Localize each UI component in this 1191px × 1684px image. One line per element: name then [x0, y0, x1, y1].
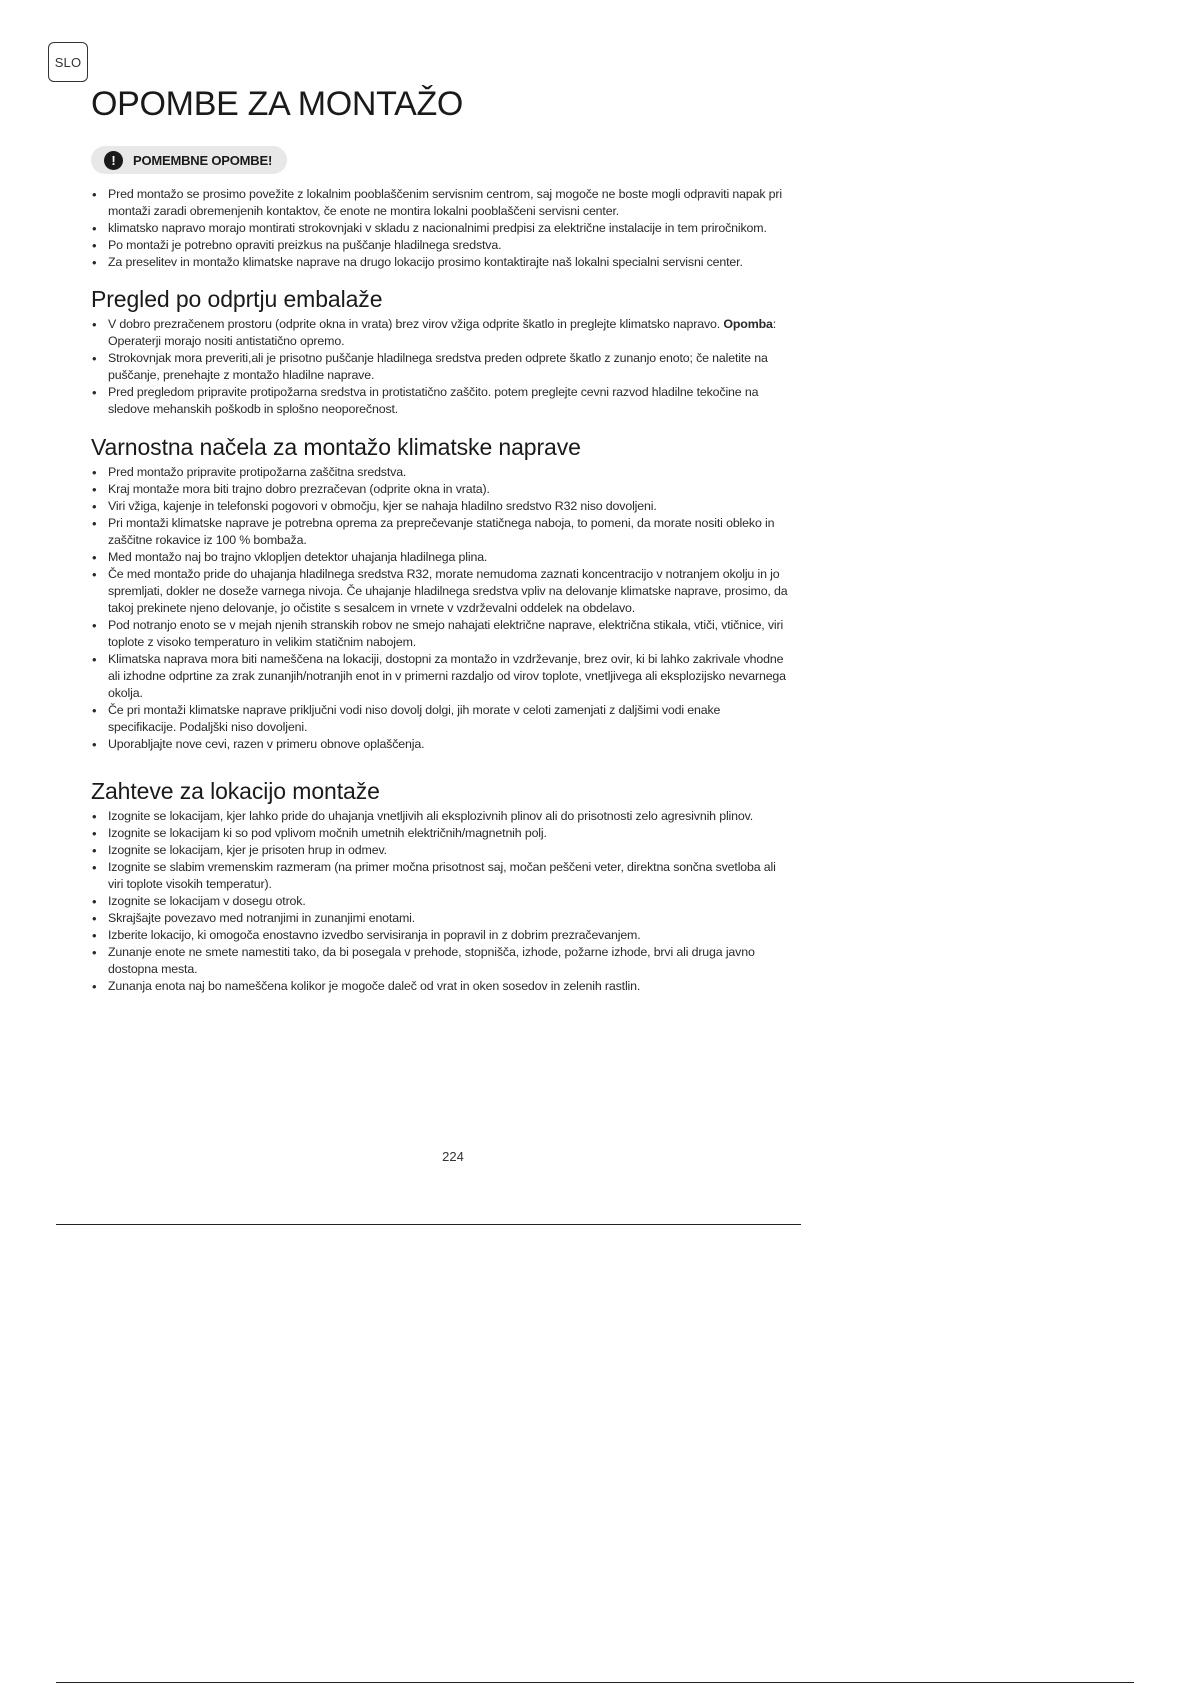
- list-item: • klimatsko napravo morajo montirati strokovnjaki v skladu z nacionalnimi predpisi za električne instalacije in tem priročnikom.: [91, 220, 791, 237]
- list-item: • Izberite lokacijo, ki omogoča enostavno izvedbo servisiranja in popravil in z dobrim prezračevanjem.: [91, 927, 791, 944]
- item-text: V dobro prezračenem prostoru (odprite okna in vrata) brez virov vžiga odprite škatlo in preglejte klimatsko napravo.: [108, 317, 724, 331]
- list-item: • Če pri montaži klimatske naprave priključni vodi niso dovolj dolgi, jih morate v celoti zamenjati z daljšimi vodi enake specifikacije. Podaljški niso dovoljeni.: [91, 702, 791, 736]
- list-item: • Pred pregledom pripravite protipožarna sredstva in protistatično zaščito. potem preglejte cevni razvod hladilne tekočine na sledove mehanskih poškodb in splošno neoporečnost.: [91, 384, 791, 418]
- safety-list: [91, 464, 791, 753]
- list-item: • Kraj montaže mora biti trajno dobro prezračevan (odprite okna in vrata).: [91, 481, 791, 498]
- section-heading-safety: Varnostna načela za montažo klimatske naprave: [91, 434, 581, 460]
- list-item: • Izognite se lokacijam, kjer lahko pride do uhajanja vnetljivih ali eksplozivnih plinov ali do prisotnosti zelo agresivnih plinov.: [91, 808, 791, 825]
- list-item: • Pred montažo se prosimo povežite z lokalnim pooblaščenim servisnim centrom, saj mogoče ne boste mogli odpraviti napak pri montaži zaradi obremenjenih kontaktov, če enote ne montira lokalni pooblaščeni servisni center.: [91, 186, 791, 220]
- list-item: • Za preselitev in montažo klimatske naprave na drugo lokacijo prosimo kontaktirajte naš lokalni specialni servisni center.: [91, 254, 791, 271]
- list-item: • Zunanje enote ne smete namestiti tako, da bi posegala v prehode, stopnišča, izhode, požarne izhode, brvi ali druga javno dostopna mesta.: [91, 944, 791, 978]
- divider-line: [56, 1224, 801, 1225]
- list-item: • Pred montažo pripravite protipožarna zaščitna sredstva.: [91, 464, 791, 481]
- bottom-divider-line: [56, 1682, 1134, 1683]
- list-item: • Če med montažo pride do uhajanja hladilnega sredstva R32, morate nemudoma zaznati koncentracijo v notranjem okolju in jo spremljati, dokler ne doseže varnega nivoja. Če uhajanje hladilnega sredstva vpliv na delovanje klimatske naprave, prosimo, da takoj prekinete njeno delovanje, jo očistite s sesalcem in vrnete v vzdrževalni oddelek na obdelavo.: [91, 566, 791, 617]
- list-item: • Viri vžiga, kajenje in telefonski pogovori v območju, kjer se nahaja hladilno sredstvo R32 niso dovoljeni.: [91, 498, 791, 515]
- list-item: • Po montaži je potrebno opraviti preizkus na puščanje hladilnega sredstva.: [91, 237, 791, 254]
- page-title: OPOMBE ZA MONTAŽO: [91, 85, 464, 123]
- list-item: • Uporabljajte nove cevi, razen v primeru obnove oplaščenja.: [91, 736, 791, 753]
- list-item: • Izognite se lokacijam, kjer je prisoten hrup in odmev.: [91, 842, 791, 859]
- list-item: • Zunanja enota naj bo nameščena kolikor je mogoče daleč od vrat in oken sosedov in zelenih rastlin.: [91, 978, 791, 995]
- list-item: • Pri montaži klimatske naprave je potrebna oprema za preprečevanje statičnega naboja, to pomeni, da morate nositi obleko in zaščitne rokavice iz 100 % bombaža.: [91, 515, 791, 549]
- list-item: • Izognite se lokacijam ki so pod vplivom močnih umetnih električnih/magnetnih polj.: [91, 825, 791, 842]
- important-notice-banner: [91, 146, 287, 174]
- list-item: • Med montažo naj bo trajno vklopljen detektor uhajanja hladilnega plina.: [91, 549, 791, 566]
- list-item: • Klimatska naprava mora biti nameščena na lokaciji, dostopni za montažo in vzdrževanje, brez ovir, ki bi lahko zakrivale vhodne ali izhodne odprtine za zrak zunanjih/notranjih enot in v primerni razdaljo od virov toplote, vnetljivega ali eksplozijsko nevarnega okolja.: [91, 651, 791, 702]
- exclamation-icon: !: [104, 151, 123, 170]
- important-notes-list: [91, 186, 791, 271]
- page-number: 224: [442, 1149, 464, 1164]
- note-bold-label: Opomba: [723, 317, 773, 331]
- section-heading-unpacking: Pregled po odprtju embalaže: [91, 286, 383, 312]
- section-heading-location: Zahteve za lokacijo montaže: [91, 778, 380, 804]
- notice-label: POMEMBNE OPOMBE!: [133, 152, 273, 168]
- page-content: [91, 82, 791, 995]
- list-item: • Skrajšajte povezavo med notranjimi in zunanjimi enotami.: [91, 910, 791, 927]
- list-item: • Izognite se lokacijam v dosegu otrok.: [91, 893, 791, 910]
- list-item: • Strokovnjak mora preveriti,ali je prisotno puščanje hladilnega sredstva preden odprete škatlo z zunanjo enoto; če naletite na puščanje, prenehajte z montažo hladilne naprave.: [91, 350, 791, 384]
- location-list: [91, 808, 791, 995]
- unpacking-list: [91, 316, 791, 418]
- language-badge: SLO: [48, 42, 88, 82]
- list-item: • Pod notranjo enoto se v mejah njenih stranskih robov ne smejo nahajati električne naprave, električna stikala, vtiči, vtičnice, viri toplote z visoko temperaturo in velikim statičnim nabojem.: [91, 617, 791, 651]
- list-item: [91, 316, 791, 350]
- item-text: : Operaterji morajo nositi antistatično opremo.: [108, 317, 777, 348]
- list-item: • Izognite se slabim vremenskim razmeram (na primer močna prisotnost saj, močan peščeni veter, direktna sončna svetloba ali viri toplote visokih temperatur).: [91, 859, 791, 893]
